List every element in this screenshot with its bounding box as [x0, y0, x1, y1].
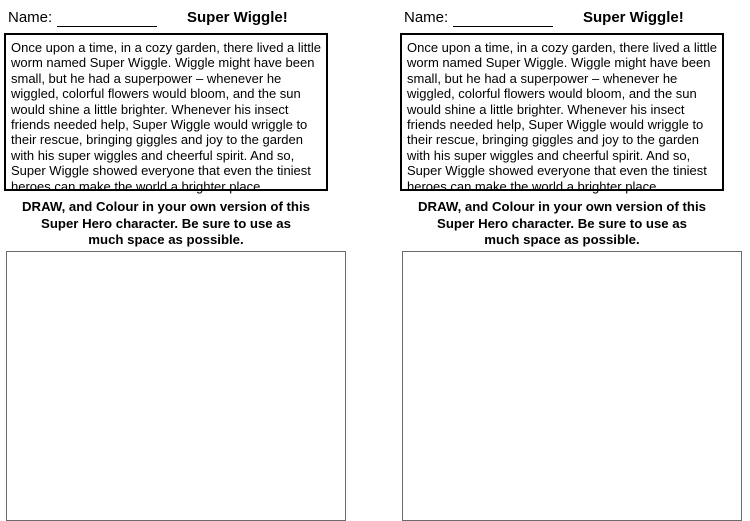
- drawing-area[interactable]: [402, 251, 742, 521]
- drawing-instructions: [4, 199, 328, 249]
- story-box: Once upon a time, in a cozy garden, there lived a little worm named Super Wiggle. Wiggle might have been small, but he had a superpower – whenever he wiggled, colorful flowers would bloom, and the sun would shine a little brighter. Whenever his insect friends needed help, Super Wiggle would wriggle to their rescue, bringing giggles and joy to the garden with his super wiggles and cheerful spirit. And so, Super Wiggle showed everyone that even the tiniest heroes can make the world a brighter place.: [4, 33, 328, 191]
- name-blank-line: [57, 26, 157, 27]
- instruction-line: much space as possible.: [88, 232, 244, 247]
- instruction-line: Super Hero character. Be sure to use as: [41, 215, 291, 231]
- story-box: Once upon a time, in a cozy garden, there lived a little worm named Super Wiggle. Wiggle might have been small, but he had a superpower – whenever he wiggled, colorful flowers would bloom, and the sun would shine a little brighter. Whenever his insect friends needed help, Super Wiggle would wriggle to their rescue, bringing giggles and joy to the garden with his super wiggles and cheerful spirit. And so, Super Wiggle showed everyone that even the tiniest heroes can make the world a brighter place.: [400, 33, 724, 191]
- name-blank-line: [453, 26, 553, 27]
- worksheet-title: Super Wiggle!: [583, 9, 684, 26]
- worksheet-right: [400, 0, 750, 508]
- instruction-line: DRAW, and Colour in your own version of this: [22, 199, 310, 214]
- drawing-instructions: [400, 199, 724, 249]
- name-label: Name:: [8, 9, 53, 26]
- header-row: [8, 9, 348, 29]
- worksheet-title: Super Wiggle!: [187, 9, 288, 26]
- worksheet-left: [4, 0, 354, 508]
- instruction-line: DRAW, and Colour in your own version of this: [418, 199, 706, 214]
- instruction-line: Super Hero character. Be sure to use as: [437, 215, 687, 231]
- name-label: Name:: [404, 9, 449, 26]
- header-row: [404, 9, 744, 29]
- instruction-line: much space as possible.: [484, 232, 640, 247]
- drawing-area[interactable]: [6, 251, 346, 521]
